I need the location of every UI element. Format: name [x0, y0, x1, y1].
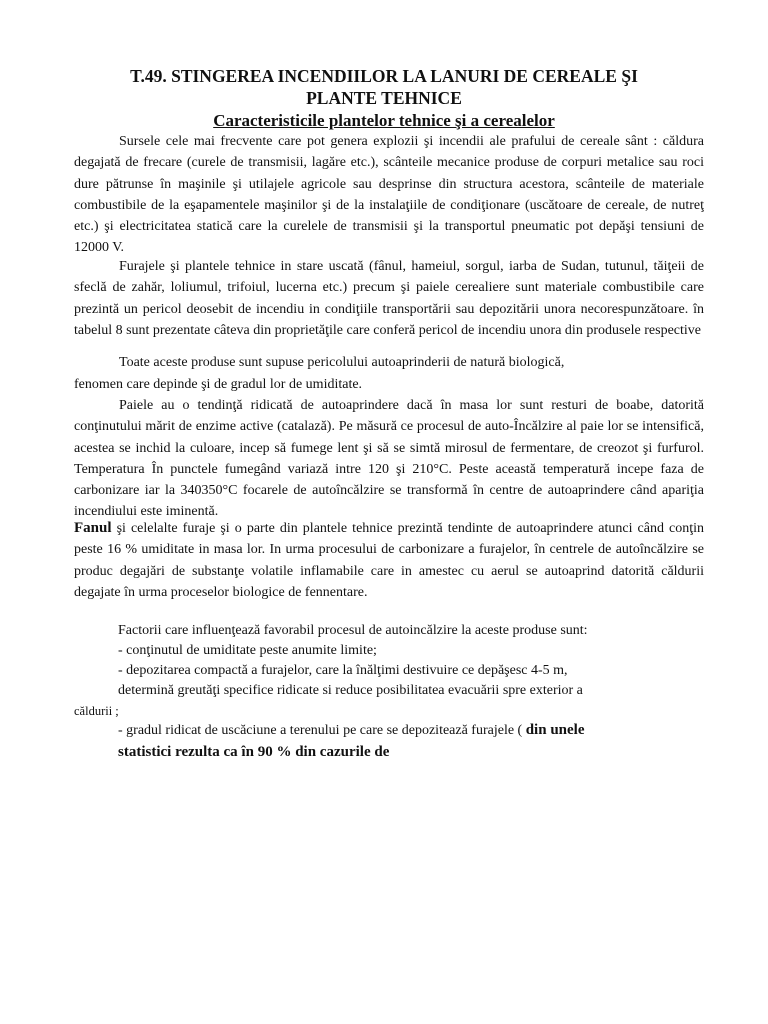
dryness-text: - gradul ridicat de uscăciune a terenului pe care se depozitează furajele (: [118, 723, 526, 738]
paragraph-products-line1: Toate aceste produse sunt supuse pericolului autoaprinderii de natură biologică,: [119, 355, 565, 370]
title-line-2: PLANTE TEHNICE: [306, 88, 462, 108]
factor-item-dryness: [118, 720, 708, 741]
factor-item-dryness-cont: statistici rezulta ca în 90 % din cazurile de: [118, 744, 390, 760]
factor-item-storage: - depozitarea compactă a furajelor, care la înălţimi destivuire ce depăşesc 4-5 m,: [118, 663, 568, 678]
dryness-bold-text: din unele: [525, 722, 585, 738]
paragraph-fodder: Furajele şi plantele tehnice in stare uscată (fânul, hameiul, sorgul, iarba de Sudan, tutunul, tăiţeii de sfeclă de zahăr, loliumul, trifoiul, lucerna etc.) precum şi paiele cerealiere sunt materiale combustibile care prezintă un pericol deosebit de incendiu in condiţiile transportării sau depozitării unora necorespunzătoare. în tabelul 8 sunt prezentate câteva din proprietăţile care conferă pericol de incendiu unora din produsele respective: [74, 259, 704, 338]
paragraph-sources: Sursele cele mai frecvente care pot genera explozii şi incendii ale prafului de cereale sânt : căldura degajată de frecare (curele de transmisii, lagăre etc.), scânteile mecanice produse de corpuri metalice sau roci dure pătrunse în maşinile şi utilajele agricole sau desprinse din structura acestora, scânteile de materiale combustibile de la eşapamentele maşinilor şi de la instalaţiile de condiţionare (uscătoare de cereale, de nutreţ etc.) şi electricitatea statică care la curelele de transmisii şi la transportul pneumatic pot depăşi tensiuni de 12000 V.: [74, 134, 704, 256]
title-line-1: T.49. STINGEREA INCENDIILOR LA LANURI DE CEREALE ŞI: [130, 66, 638, 86]
section-subtitle: Caracteristicile plantelor tehnice şi a cerealelor: [213, 111, 555, 130]
hay-text: şi celelalte furaje şi o parte din plantele tehnice prezintă tendinte de autoaprindere atunci când conţin peste 16 % umiditate in masa lor. In urma procesului de carbonizare a furajelor, în centrele de autoîncălzire se produc degajări de substanţe volatile inflamabile care in amestec cu aerul se autoaprind datorită căldurii degajate în urma proceselor biologice de fennentare.: [74, 521, 704, 600]
paragraph-straw: Paiele au o tendinţă ridicată de autoaprindere dacă în masa lor sunt resturi de boabe, datorită conţinutului mărit de enzime active (catalază). Pe măsură ce procesul de auto-Încălzire al paie lor se intensifică, acestea se inchid la culoare, incep să fumege lent şi să se simtă mirosul de fermentare, de creozot şi furfurol. Temperatura În punctele fumegând variază intre 120 şi 210°C. Peste această temperatură incepe faza de carbonizare iar la 340350°C focarele de autoîncălzire se transformă în centre de autoaprindere când apariţia incendiului este iminentă.: [74, 398, 704, 520]
paragraph-hay: [74, 518, 704, 603]
hay-lead-word: Fanul: [74, 520, 112, 536]
factor-item-storage-end: căldurii ;: [74, 704, 119, 718]
factor-item-storage-cont: determină greutăţi specifice ridicate si reduce posibilitatea evacuării spre exterior a: [118, 683, 583, 698]
factor-item-humidity: - conţinutul de umiditate peste anumite limite;: [118, 643, 377, 658]
paragraph-products-line2: fenomen care depinde şi de gradul lor de umiditate.: [74, 377, 363, 392]
paragraph-factors: Factorii care influenţează favorabil procesul de autoincălzire la aceste produse sunt:: [118, 623, 588, 638]
document-title: [60, 65, 708, 109]
